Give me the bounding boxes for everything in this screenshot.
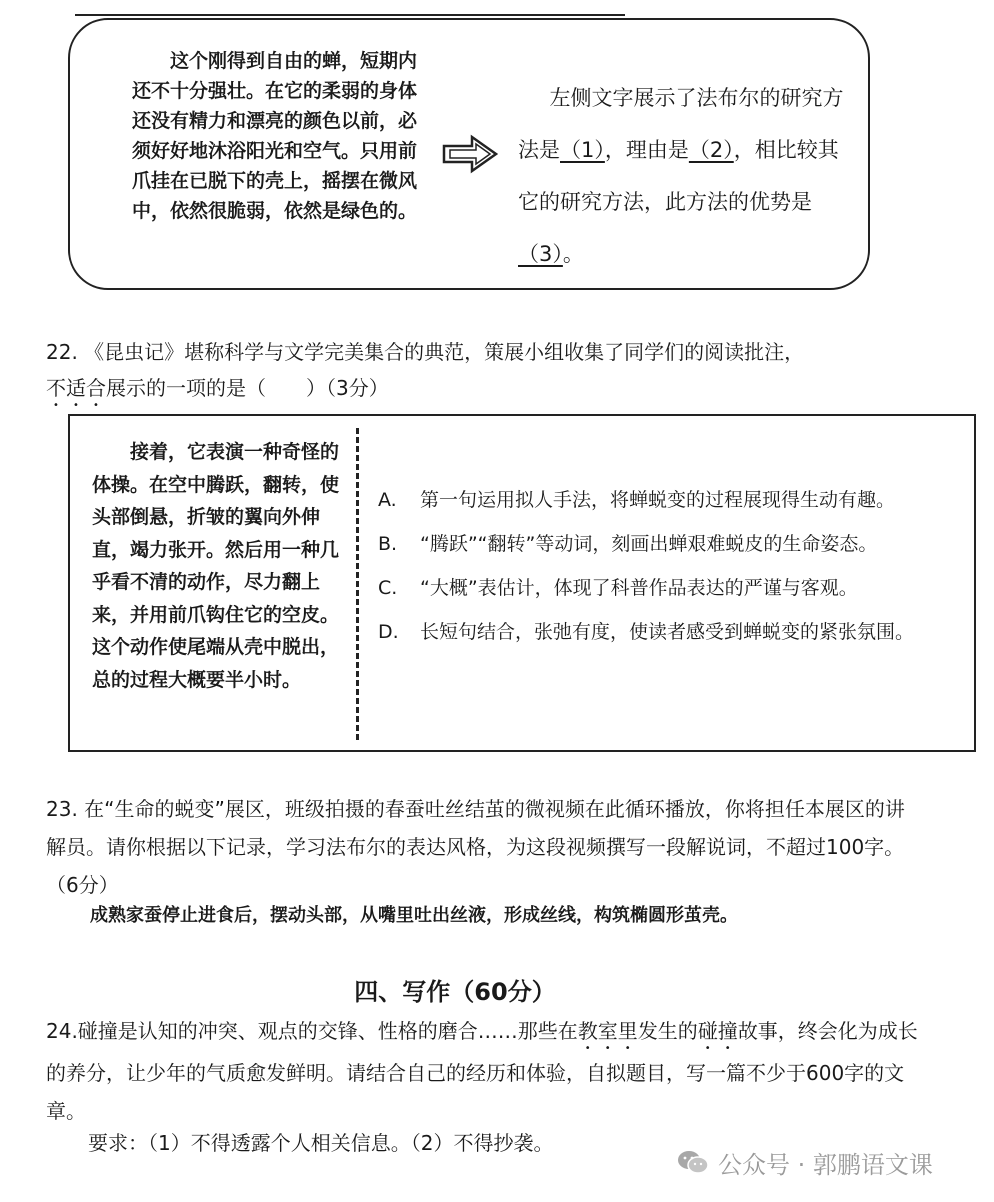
option-b[interactable]	[378, 522, 968, 566]
q22-material-box	[68, 414, 976, 752]
blank-3: （3）	[518, 242, 563, 266]
q24-part2: 发生的	[637, 1019, 698, 1043]
option-label: D.	[378, 621, 399, 643]
section-title: 四、写作（60分）	[354, 978, 556, 1006]
option-label: B.	[378, 533, 398, 555]
question-24	[46, 1012, 926, 1130]
q22-line1: 22. 《昆虫记》堪称科学与文学完美集合的典范，策展小组收集了同学们的阅读批注，	[46, 340, 805, 364]
option-a[interactable]	[378, 478, 968, 522]
watermark-text: 公众号 · 郭鹏语文课	[718, 1150, 933, 1179]
wechat-icon	[676, 1149, 710, 1175]
excerpt-molting	[92, 436, 350, 696]
prompt-b: ，理由是	[604, 138, 689, 162]
q24-part3: 故事，终会化为成长的养分，让少年的气质愈发鲜明。请结合自己的经历和体验，自拟题目，写一篇不少于600字的文章。	[46, 1019, 918, 1123]
excerpt-text: 这个刚得到自由的蝉，短期内还不十分强壮。在它的柔弱的身体还没有精力和漂亮的颜色以前，必须好好地沐浴阳光和空气。只用前爪挂在已脱下的壳上，摇摆在微风中，依然很脆弱，依然是绿色的。	[132, 50, 418, 222]
annotation-box	[68, 18, 870, 290]
watermark	[676, 1140, 933, 1184]
q24-requirement: 要求：（1）不得透露个人相关信息。（2）不得抄袭。	[88, 1131, 554, 1155]
option-text: 第一句运用拟人手法，将蝉蜕变的过程展现得生动有趣。	[420, 489, 896, 511]
option-text: “大概”表估计，体现了科普作品表达的严谨与客观。	[420, 577, 858, 599]
option-text: “腾跃”“翻转”等动词，刻画出蝉艰难蜕皮的生命姿态。	[420, 533, 878, 555]
question-23	[46, 790, 906, 904]
option-text: 长短句结合，张弛有度，使读者感受到蝉蜕变的紧张氛围。	[420, 621, 915, 643]
q23-text: 23. 在“生命的蜕变”展区，班级拍摄的春蚕吐丝结茧的微视频在此循环播放，你将担任本展区的讲解员。请你根据以下记录，学习法布尔的表达风格，为这段视频撰写一段解说词，不超过100字。（6分）	[46, 797, 905, 897]
q24-emphasis: 教室里	[577, 1019, 638, 1043]
option-c[interactable]	[378, 566, 968, 610]
q23-record: 成熟家蚕停止进食后，摆动头部，从嘴里吐出丝液，形成丝线，构筑椭圆形茧壳。	[90, 905, 738, 926]
option-label: A.	[378, 489, 397, 511]
top-rule	[75, 14, 625, 16]
q24-emphasis-2: 碰撞	[697, 1019, 738, 1043]
blank-1: （1）	[560, 138, 605, 162]
prompt-end: 。	[562, 242, 584, 266]
option-label: C.	[378, 577, 398, 599]
option-d[interactable]	[378, 610, 968, 654]
excerpt-cicada	[132, 46, 432, 226]
prompt-c: ，相比较其它的研究方法，此方法的优势是	[518, 138, 839, 214]
question-prompt	[518, 72, 858, 280]
question-22	[46, 334, 946, 411]
arrow-right-icon	[442, 134, 498, 174]
dashed-divider	[356, 428, 359, 740]
excerpt-text-2: 接着，它表演一种奇怪的体操。在空中腾跃，翻转，使头部倒悬，折皱的翼向外伸直，竭力张开。然后用一种几乎看不清的动作，尽力翻上来，并用前爪钩住它的空皮。这个动作使尾端从壳中脱出，总的过程大概要半小时。	[92, 441, 340, 691]
blank-2: （2）	[688, 138, 734, 162]
prompt-a: 左侧文字展示了法布尔的研究方法是	[518, 86, 844, 162]
q22-line2: 展示的一项的是（ ）（3分）	[106, 376, 389, 400]
q24-part1: 24.碰撞是认知的冲突、观点的交锋、性格的磨合……那些在	[46, 1019, 578, 1043]
q22-emphasis: 不适合	[46, 376, 106, 400]
q22-options	[378, 478, 968, 654]
